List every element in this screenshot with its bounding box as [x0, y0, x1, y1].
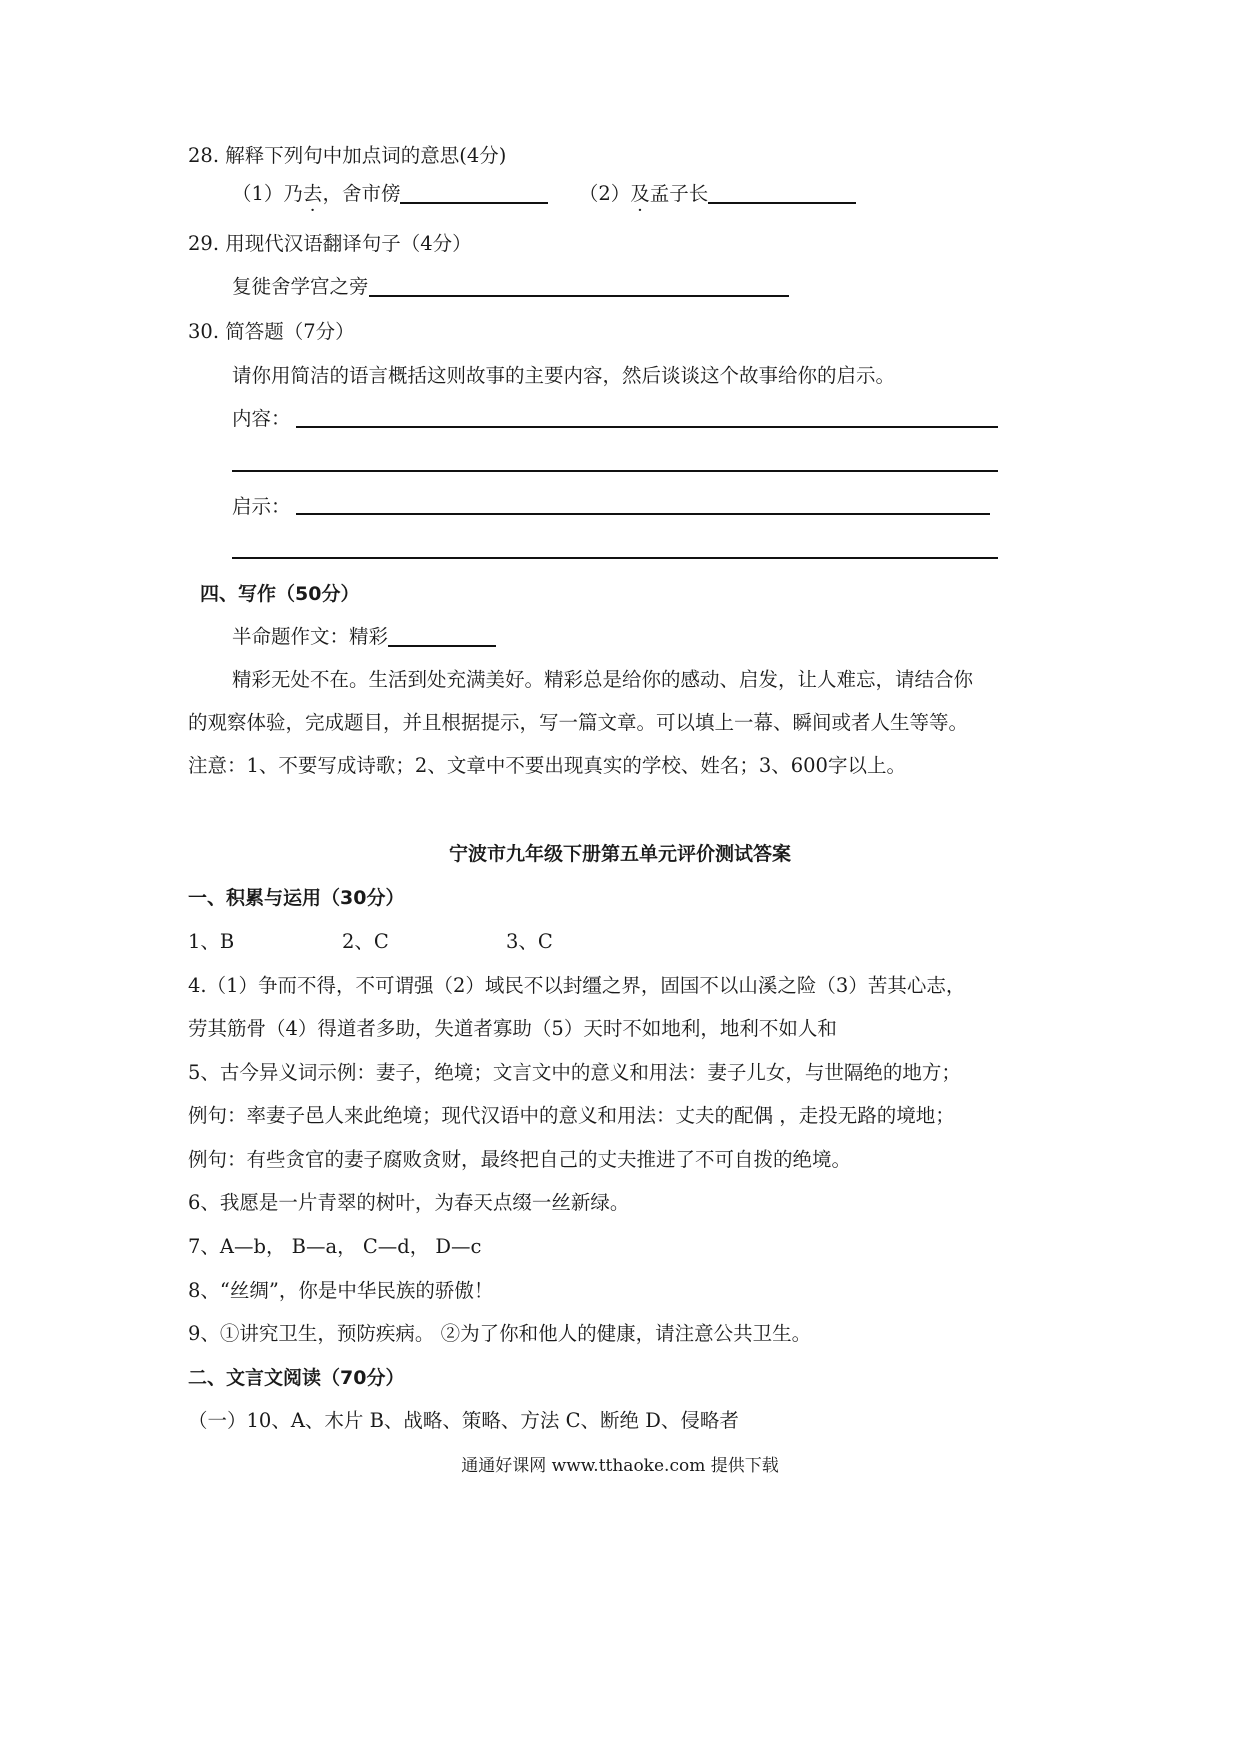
page-footer: 通通好课网 www.tthaoke.com 提供下载 [461, 1456, 779, 1476]
question-29-line [232, 273, 789, 301]
writing-title-blank[interactable] [388, 625, 496, 647]
answer-4-line-2: 劳其筋骨（4）得道者多助，失道者寡助（5）天时不如地利，地利不如人和 [188, 1017, 837, 1040]
answers-title: 宁波市九年级下册第五单元评价测试答案 [448, 843, 791, 865]
writing-topic: 半命题作文：精彩 [232, 625, 389, 648]
answer-2: 2、C [342, 930, 389, 953]
writing-topic-line [232, 623, 496, 651]
q29-answer-blank[interactable] [369, 275, 789, 297]
answer-9: 9、①讲究卫生，预防疾病。 ②为了你和他人的健康，请注意公共卫生。 [188, 1322, 812, 1345]
question-30-title: 30. 简答题（7分） [188, 320, 355, 343]
q30-content-line-1[interactable] [296, 426, 998, 428]
answers-section-2-heading: 二、文言文阅读（70分） [188, 1367, 405, 1389]
answer-8: 8、“丝绸”，你是中华民族的骄傲！ [188, 1279, 494, 1302]
answer-1: 1、B [188, 930, 235, 953]
q28-item2-dotted: 及 [630, 182, 650, 205]
question-28-items [232, 180, 856, 208]
answer-5-line-2: 例句：率妻子邑人来此绝境；现代汉语中的意义和用法：丈夫的配偶 ，走投无路的境地； [188, 1104, 955, 1127]
question-30-prompt: 请你用简洁的语言概括这则故事的主要内容，然后谈谈这个故事给你的启示。 [232, 364, 896, 387]
answer-10: （一）10、A、木片 B、战略、策略、方法 C、断绝 D、侵略者 [188, 1409, 739, 1432]
answer-6: 6、我愿是一片青翠的树叶，为春天点缀一丝新绿。 [188, 1191, 630, 1214]
writing-para-2: 的观察体验，完成题目，并且根据提示，写一篇文章。可以填上一幕、瞬间或者人生等等。 [188, 711, 969, 734]
answer-5-line-3: 例句：有些贪官的妻子腐败贪财，最终把自己的丈夫推进了不可自拨的绝境。 [188, 1148, 852, 1171]
q28-item1-post: ，舍市傍 [322, 182, 401, 205]
answer-3: 3、C [506, 930, 553, 953]
q28-item1-dotted: 去 [302, 182, 323, 205]
q30-insight-line-1[interactable] [296, 513, 990, 515]
writing-para-1: 精彩无处不在。生活到处充满美好。精彩总是给你的感动、启发，让人难忘，请结合你 [232, 668, 974, 691]
writing-note: 注意：1、不要写成诗歌；2、文章中不要出现真实的学校、姓名；3、600字以上。 [188, 754, 906, 777]
answer-5-line-1: 5、古今异义词示例：妻子，绝境；文言文中的意义和用法：妻子儿女，与世隔绝的地方； [188, 1061, 961, 1084]
q29-sentence: 复徙舍学宫之旁 [232, 275, 369, 298]
q28-item2-post: 孟子长 [649, 182, 709, 205]
q30-content-label: 内容： [232, 407, 291, 430]
q28-answer-blank-1[interactable] [400, 182, 548, 204]
question-28-title: 28. 解释下列句中加点词的意思(4分) [188, 144, 507, 167]
q28-item1-pre: （1）乃 [232, 182, 303, 205]
answer-4-line-1: 4.（1）争而不得，不可谓强（2）域民不以封缰之界，固国不以山溪之险（3）苦其心志， [188, 974, 966, 997]
q28-answer-blank-2[interactable] [708, 182, 856, 204]
q30-insight-line-2[interactable] [232, 557, 998, 559]
writing-heading: 四、写作（50分） [200, 583, 360, 605]
answer-7: 7、A—b， B—a， C—d， D—c [188, 1235, 482, 1258]
q30-content-line-2[interactable] [232, 470, 998, 472]
q28-item2-pre: （2） [578, 182, 631, 205]
q30-insight-label: 启示： [232, 495, 291, 518]
answers-section-1-heading: 一、积累与运用（30分） [188, 887, 405, 909]
question-29-title: 29. 用现代汉语翻译句子（4分） [188, 232, 472, 255]
